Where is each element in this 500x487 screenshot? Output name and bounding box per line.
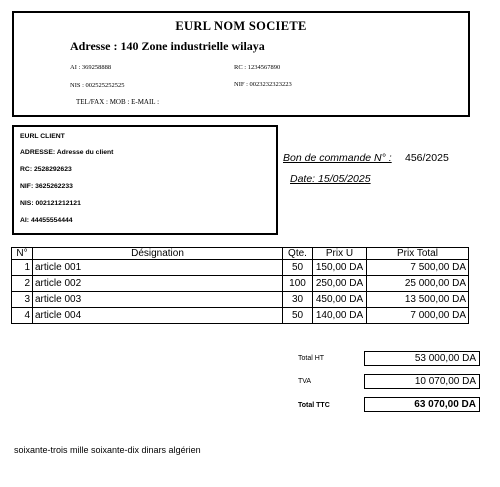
cell-designation: article 001: [33, 260, 283, 276]
cell-prix-u: 150,00 DA: [313, 260, 367, 276]
order-date: Date: 15/05/2025: [290, 173, 371, 185]
cell-prix-total: 13 500,00 DA: [367, 292, 469, 308]
cell-qte: 50: [283, 260, 313, 276]
items-table: [11, 247, 469, 324]
cell-prix-u: 450,00 DA: [313, 292, 367, 308]
cell-qte: 50: [283, 308, 313, 324]
client-nis: NIS: 002121212121: [20, 200, 81, 207]
table-row: [12, 260, 469, 276]
total-ht-value: 53 000,00 DA: [364, 351, 480, 366]
cell-prix-u: 140,00 DA: [313, 308, 367, 324]
client-ai: AI: 44455554444: [20, 217, 73, 224]
col-header-prix-total: Prix Total: [367, 248, 469, 260]
cell-prix-u: 250,00 DA: [313, 276, 367, 292]
order-number: 456/2025: [405, 152, 449, 164]
client-name: EURL CLIENT: [20, 133, 65, 140]
tva-value: 10 070,00 DA: [364, 374, 480, 389]
company-nif: NIF : 0023232323223: [234, 81, 292, 88]
table-row: [12, 292, 469, 308]
client-box: [12, 125, 278, 235]
table-row: [12, 276, 469, 292]
cell-no: 2: [12, 276, 33, 292]
table-header-row: [12, 248, 469, 260]
company-rc: RC : 1234567890: [234, 64, 281, 71]
col-header-no: N°: [12, 248, 33, 260]
table-row: [12, 308, 469, 324]
cell-no: 3: [12, 292, 33, 308]
amount-in-words: soixante-trois mille soixante-dix dinars algérien: [14, 445, 201, 455]
total-ttc-label: Total TTC: [298, 402, 330, 409]
cell-no: 4: [12, 308, 33, 324]
cell-no: 1: [12, 260, 33, 276]
company-nis: NIS : 002525252525: [70, 82, 125, 89]
company-ai: AI : 369258888: [70, 64, 112, 71]
cell-designation: article 003: [33, 292, 283, 308]
col-header-prix-u: Prix U: [313, 248, 367, 260]
tva-label: TVA: [298, 378, 312, 385]
col-header-qte: Qte.: [283, 248, 313, 260]
client-address: ADRESSE: Adresse du client: [20, 149, 114, 156]
cell-prix-total: 7 000,00 DA: [367, 308, 469, 324]
col-header-designation: Désignation: [33, 248, 283, 260]
company-contact: TEL/FAX : MOB : E-MAIL :: [76, 98, 160, 106]
cell-qte: 30: [283, 292, 313, 308]
client-rc: RC: 2528292623: [20, 166, 72, 173]
cell-designation: article 004: [33, 308, 283, 324]
cell-designation: article 002: [33, 276, 283, 292]
cell-prix-total: 25 000,00 DA: [367, 276, 469, 292]
total-ht-label: Total HT: [298, 355, 325, 362]
order-number-label: Bon de commande N° :: [283, 152, 392, 164]
company-address: Adresse : 140 Zone industrielle wilaya: [70, 39, 265, 53]
cell-qte: 100: [283, 276, 313, 292]
total-ttc-value: 63 070,00 DA: [364, 397, 480, 412]
cell-prix-total: 7 500,00 DA: [367, 260, 469, 276]
client-nif: NIF: 3625262233: [20, 183, 73, 190]
company-name: EURL NOM SOCIETE: [175, 19, 307, 33]
company-header-box: [12, 11, 470, 117]
